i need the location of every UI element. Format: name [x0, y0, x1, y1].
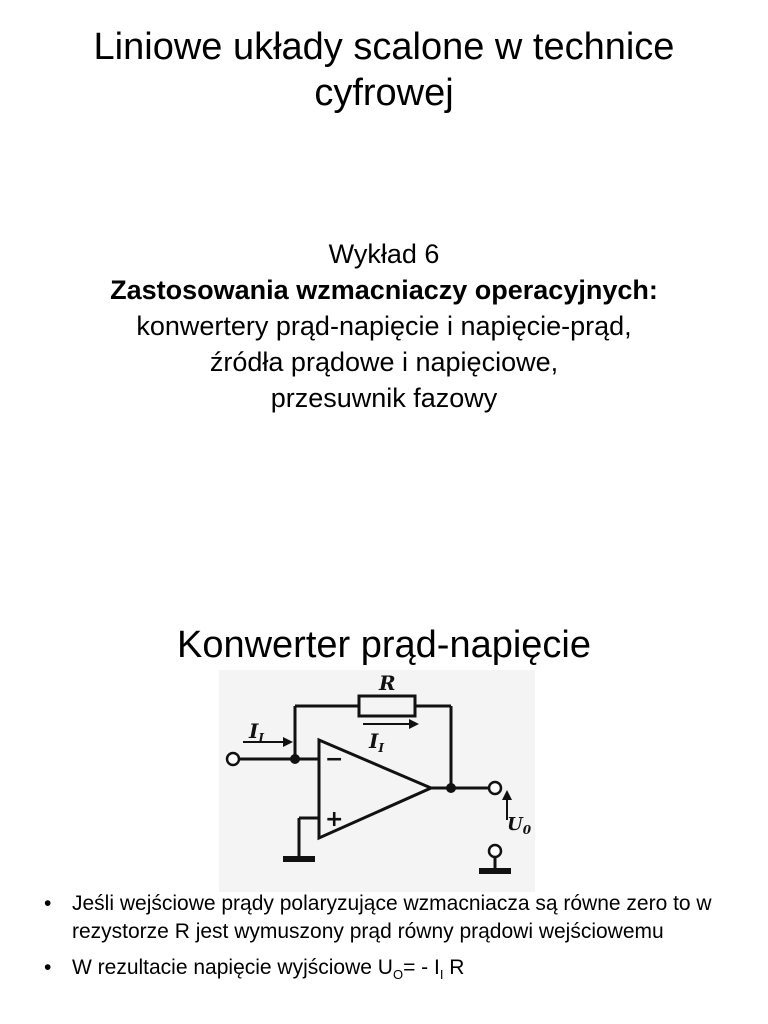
bullet-dot: •: [44, 956, 52, 979]
input-terminal: [227, 753, 239, 765]
resistor-label: R: [379, 671, 396, 695]
slide-title: [0, 24, 768, 116]
lecture-info: [0, 236, 768, 416]
ground-symbol: [283, 856, 315, 862]
resistor: [359, 696, 415, 716]
output-node-dot: [446, 783, 456, 793]
bullet-item: [44, 954, 744, 989]
bullet-item: [44, 890, 744, 946]
bullet-text-1: Jeśli wejściowe prądy polaryzujące wzmacniacza są równe zero to w rezystorze R jest wymuszony prąd równy prądowi wejściowemu: [72, 892, 712, 943]
feedback-arrowhead: [409, 719, 419, 729]
lecture-number: Wykład 6: [328, 239, 440, 269]
lecture-line-3: przesuwnik fazowy: [270, 383, 498, 413]
circuit-diagram: [219, 670, 535, 892]
lecture-line-1: konwertery prąd-napięcie i napięcie-prąd,: [136, 311, 632, 341]
lecture-topic: Zastosowania wzmacniaczy operacyjnych:: [110, 275, 658, 305]
output-terminal: [489, 782, 501, 794]
output-ground-symbol: [479, 868, 511, 874]
input-node-dot: [290, 754, 300, 764]
output-voltage-label: $U_0$: [507, 814, 532, 837]
lecture-line-2: źródła prądowe i napięciowe,: [209, 347, 559, 377]
slide-title-line-1: Liniowe układy scalone w technice: [93, 26, 675, 68]
slide-title-line-2: cyfrowej: [314, 72, 454, 114]
input-arrowhead: [283, 737, 293, 747]
output-arrowhead: [502, 790, 512, 800]
feedback-current-label: $I_I$: [369, 729, 384, 755]
bullet-list: [44, 890, 744, 997]
input-current-label: $I_I$: [249, 719, 264, 745]
circuit-svg: [219, 670, 535, 892]
op-amp-minus-label: −: [325, 747, 344, 772]
op-amp-plus-label: +: [325, 807, 344, 832]
bullet-text-2: W rezultacie napięcie wyjściowe $U_O= - I_I$ R: [72, 956, 465, 982]
section-title: Konwerter prąd-napięcie: [176, 624, 591, 666]
bullet-dot: •: [44, 892, 52, 915]
output-ground-terminal: [489, 845, 501, 857]
